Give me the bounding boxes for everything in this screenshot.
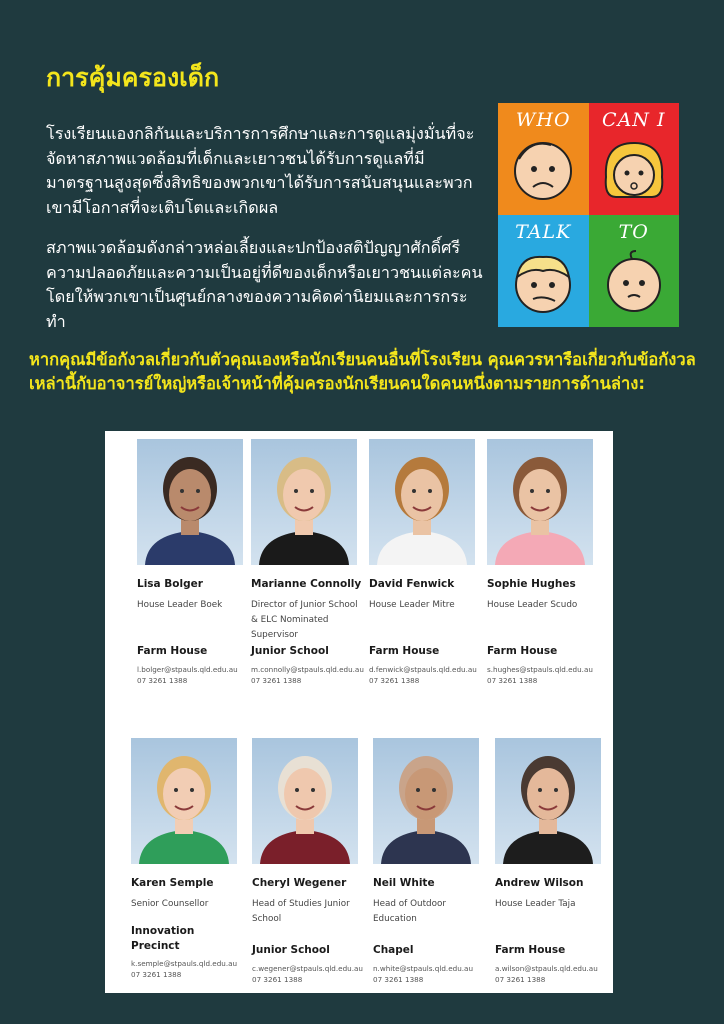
staff-role: House Leader Boek	[137, 600, 223, 610]
staff-card	[251, 439, 363, 689]
staff-name: Neil White	[373, 877, 435, 889]
logo-word-talk: TALK	[515, 221, 572, 243]
staff-phone: 07 3261 1388	[369, 676, 420, 685]
logo-word-to: TO	[618, 221, 649, 243]
staff-location: Farm House	[137, 645, 208, 657]
staff-name: Marianne Connolly	[251, 578, 362, 590]
intro-paragraph: โรงเรียนแองกลิกันและบริการการศึกษาและการดูแลมุ่งมั่นที่จะจัดหาสภาพแวดล้อมที่เด็กและเยาวชนได้รับการดูแลที่มีมาตรฐานสูงสุดซึ่งสิทธิของพวกเขาได้รับการสนับสนุนและพวกเขามีโอกาสที่จะเติบโตและเกิดผล	[46, 124, 475, 217]
staff-email: a.wilson@stpauls.qld.edu.au	[495, 964, 598, 973]
staff-location: Farm House	[495, 944, 566, 956]
portrait-icon	[373, 738, 479, 864]
staff-phone: 07 3261 1388	[137, 676, 188, 685]
portrait-icon	[252, 738, 358, 864]
portrait-icon	[369, 439, 475, 565]
portrait-icon	[495, 738, 601, 864]
staff-phone: 07 3261 1388	[487, 676, 538, 685]
worried-face-icon	[511, 137, 575, 203]
staff-card	[131, 738, 243, 988]
portrait-icon	[251, 439, 357, 565]
staff-photo	[373, 738, 479, 864]
staff-directory	[105, 431, 613, 993]
staff-role: Director of Junior School & ELC Nominated Supervisor	[251, 600, 358, 640]
staff-name: Cheryl Wegener	[252, 877, 347, 889]
staff-email: n.white@stpauls.qld.edu.au	[373, 964, 474, 973]
staff-email: l.bolger@stpauls.qld.edu.au	[137, 665, 238, 674]
staff-name: Lisa Bolger	[137, 578, 203, 590]
contact-notice: หากคุณมีข้อกังวลเกี่ยวกับตัวคุณเองหรือนักเรียนคนอื่นที่โรงเรียน คุณควรหารือเกี่ยวกับข้อกังวลเหล่านี้กับอาจารย์ใหญ่หรือเจ้าหน้าที่คุ้มครองนักเรียนคนใดคนหนึ่งตามรายการด้านล่าง:	[29, 350, 696, 393]
staff-location: Farm House	[487, 645, 558, 657]
logo-quadrant-to	[589, 215, 680, 327]
staff-photo	[369, 439, 475, 565]
staff-card	[487, 439, 599, 689]
page-title: การคุ้มครองเด็ก	[46, 63, 220, 92]
staff-photo	[495, 738, 601, 864]
staff-email: m.connolly@stpauls.qld.edu.au	[251, 665, 364, 674]
staff-location: Junior School	[251, 645, 329, 657]
staff-phone: 07 3261 1388	[251, 676, 302, 685]
staff-role: Head of Studies Junior School	[252, 899, 350, 924]
staff-role: House Leader Mitre	[369, 600, 455, 610]
portrait-icon	[137, 439, 243, 565]
staff-photo	[137, 439, 243, 565]
logo-quadrant-talk	[498, 215, 589, 327]
staff-card	[252, 738, 364, 988]
staff-role: House Leader Taja	[495, 899, 576, 909]
staff-location: Chapel	[373, 944, 414, 956]
girl-face-icon	[602, 137, 666, 203]
staff-photo	[487, 439, 593, 565]
staff-role: Head of Outdoor Education	[373, 899, 446, 924]
staff-role: Senior Counsellor	[131, 899, 209, 909]
values-paragraph: สภาพแวดล้อมดังกล่าวหล่อเลี้ยงและปกป้องสติปัญญาศักดิ์ศรีความปลอดภัยและความเป็นอยู่ที่ดีของเด็กหรือเยาวชนแต่ละคนโดยให้พวกเขาเป็นศูนย์กลางของความคิดค่านิยมและการกระทำ	[46, 238, 483, 331]
staff-phone: 07 3261 1388	[131, 970, 182, 979]
staff-photo	[251, 439, 357, 565]
blond-kid-face-icon	[511, 249, 575, 315]
staff-email: k.semple@stpauls.qld.edu.au	[131, 959, 238, 968]
staff-phone: 07 3261 1388	[495, 975, 546, 984]
staff-email: s.hughes@stpauls.qld.edu.au	[487, 665, 593, 674]
staff-email: c.wegener@stpauls.qld.edu.au	[252, 964, 363, 973]
staff-name: David Fenwick	[369, 578, 455, 590]
staff-name: Andrew Wilson	[495, 877, 584, 889]
who-can-i-talk-to-logo	[498, 103, 679, 327]
staff-card	[495, 738, 607, 988]
staff-card	[373, 738, 485, 988]
logo-word-can-i: CAN I	[602, 109, 666, 131]
staff-card	[137, 439, 249, 689]
portrait-icon	[131, 738, 237, 864]
staff-photo	[131, 738, 237, 864]
staff-role: House Leader Scudo	[487, 600, 578, 610]
staff-name: Sophie Hughes	[487, 578, 576, 590]
staff-photo	[252, 738, 358, 864]
staff-name: Karen Semple	[131, 877, 214, 889]
logo-quadrant-can-i	[589, 103, 680, 215]
baby-face-icon	[602, 249, 666, 315]
logo-word-who: WHO	[515, 109, 571, 131]
staff-phone: 07 3261 1388	[252, 975, 303, 984]
portrait-icon	[487, 439, 593, 565]
staff-card	[369, 439, 481, 689]
staff-location: Farm House	[369, 645, 440, 657]
staff-phone: 07 3261 1388	[373, 975, 424, 984]
staff-location: Junior School	[252, 944, 330, 956]
logo-quadrant-who	[498, 103, 589, 215]
staff-email: d.fenwick@stpauls.qld.edu.au	[369, 665, 477, 674]
staff-location: Innovation Precinct	[131, 925, 195, 952]
